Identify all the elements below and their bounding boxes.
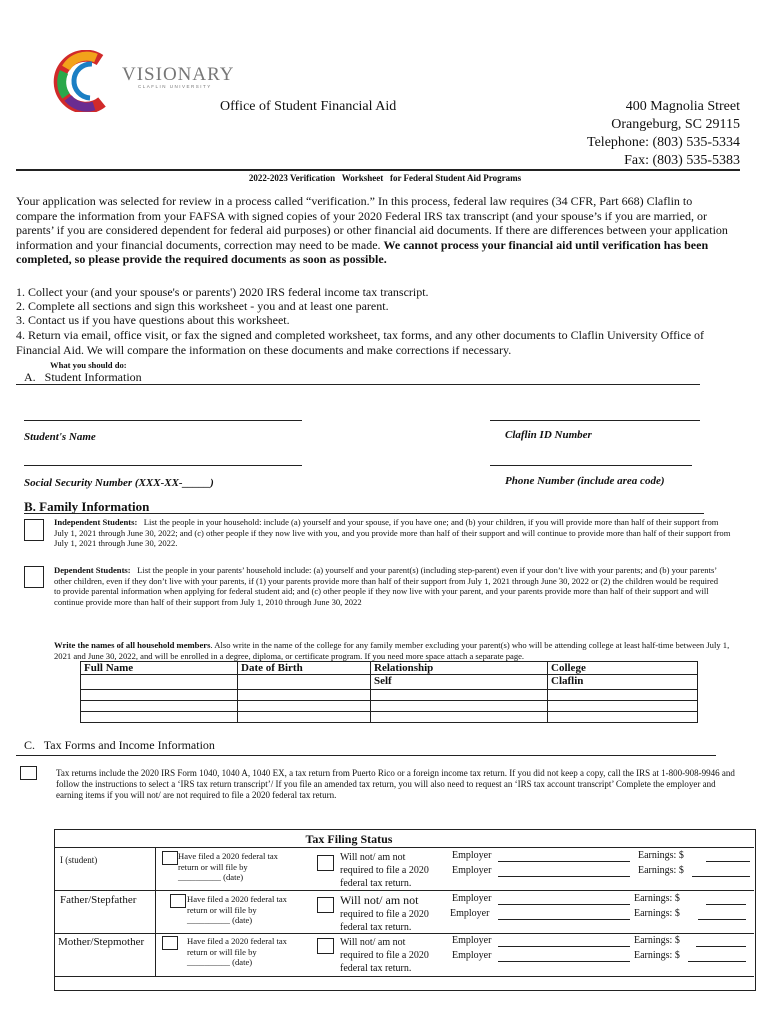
notfile-line-3: federal tax return. bbox=[340, 922, 412, 933]
cell-name[interactable] bbox=[81, 712, 238, 723]
employer-label: Employer bbox=[452, 935, 492, 946]
cell-college[interactable] bbox=[548, 701, 698, 712]
col-full-name: Full Name bbox=[81, 662, 238, 675]
filed-line-2: return or will file by bbox=[187, 904, 257, 915]
notfile-text-father bbox=[340, 894, 450, 934]
notfile-line-3: federal tax return. bbox=[340, 963, 412, 974]
household-table bbox=[80, 661, 698, 723]
cell-name[interactable] bbox=[81, 701, 238, 712]
earnings-label: Earnings: $ bbox=[634, 908, 680, 919]
employer-field[interactable] bbox=[498, 904, 630, 905]
filed-line-2: return or will file by bbox=[187, 946, 257, 957]
row-who-student: I (student) bbox=[60, 855, 98, 865]
claflin-logo bbox=[52, 50, 235, 110]
independent-paragraph bbox=[54, 517, 734, 549]
filed-line-1: Have filed a 2020 federal tax bbox=[187, 894, 287, 904]
notfile-line-2: required to file a 2020 bbox=[340, 865, 429, 876]
employer-field[interactable] bbox=[498, 961, 630, 962]
col-college: College bbox=[548, 662, 698, 675]
intro-bold-text: We cannot process your financial aid until verification has been completed, so please provide the required documents as soon as possible. bbox=[16, 237, 709, 267]
tax-table-rule bbox=[54, 976, 754, 977]
tax-forms-paragraph: Tax returns include the 2020 IRS Form 1040, 1040 A, 1040 EX, a tax return from Puerto Rico or a foreign income tax return. If you did not keep a copy, call the IRS at 1-800-908-9946 and follow the instructions to select a ‘IRS tax return transcript’/ If you file an amended tax return, you will also need to request an ‘IRS tax account transcript’ Complete the employer and earning items if you will not/ are not required to file a 2020 federal tax return. bbox=[56, 768, 735, 800]
fax: Fax: (803) 535-5383 bbox=[624, 153, 740, 168]
filed-line-3: __________ (date) bbox=[178, 872, 244, 883]
notfile-text-mother bbox=[340, 936, 450, 975]
address-city: Orangeburg, SC 29115 bbox=[611, 117, 740, 132]
tax-filing-title: Tax Filing Status bbox=[305, 832, 393, 846]
filed-text-father bbox=[187, 894, 317, 926]
employer-label: Employer bbox=[452, 865, 492, 876]
tax-table-rule bbox=[54, 890, 754, 891]
step-3: 3. Contact us if you have questions about this worksheet. bbox=[16, 313, 290, 327]
dependent-text: List the people in your parents’ household include: (a) yourself and your parent(s) (including step-parent) even if your don’t live with your parents; and (b) your parents’ other children, even if they don’t live with your parents, if (1) your parents provide more than half of their support from July 1, 2021 through June 30, 2022 or (2) the children would be required to provide parental information when applying for federal student aid; and (c) other people if they now live with your parent, and your parents provide more than half of their support and will continue provide more than half of their support from July 1, 2010 through June 30, 2022 bbox=[54, 565, 719, 607]
cell-relationship[interactable] bbox=[371, 701, 548, 712]
cell-name[interactable] bbox=[81, 690, 238, 701]
intro-text: Your application was selected for review in a process called “verification.” In this process, federal law requires (34 CFR, Part 668) Claflin to compare the information from your FAFSA with signed copies of your 2020 Federal IRS tax transcript (and your spouse’s if you are married, or parents’ if you are considered dependent for federal aid purposes) or other financial aid documents. If there are differences between your application information and your financial documents, correction may need to be made. bbox=[16, 194, 728, 252]
filed-checkbox-student[interactable] bbox=[162, 851, 178, 865]
phone-label: Phone Number (include area code) bbox=[505, 475, 665, 487]
employer-field[interactable] bbox=[498, 946, 630, 947]
notfile-checkbox-student[interactable] bbox=[317, 855, 334, 871]
employer-field[interactable] bbox=[498, 919, 630, 920]
household-table-header bbox=[81, 662, 698, 675]
employer-field[interactable] bbox=[498, 861, 630, 862]
filed-line-1: Have filed a 2020 federal tax bbox=[178, 851, 278, 861]
notfile-checkbox-father[interactable] bbox=[317, 897, 334, 913]
worksheet-title: 2022-2023 Verification Worksheet for Federal Student Aid Programs bbox=[248, 173, 522, 183]
visionary-c-logo-icon bbox=[52, 50, 122, 112]
earnings-label: Earnings: $ bbox=[638, 850, 684, 861]
filed-line-3: __________ (date) bbox=[187, 957, 253, 968]
tax-table-col-divider bbox=[155, 847, 156, 976]
household-instructions bbox=[54, 640, 744, 661]
claflin-id-label: Claflin ID Number bbox=[505, 429, 592, 441]
cell-relationship[interactable] bbox=[371, 690, 548, 701]
cell-dob[interactable] bbox=[238, 690, 371, 701]
cell-dob[interactable] bbox=[238, 712, 371, 723]
filed-text-student bbox=[178, 851, 308, 883]
ssn-field[interactable] bbox=[24, 465, 302, 466]
section-c-rule bbox=[16, 755, 716, 756]
tax-forms-checkbox[interactable] bbox=[20, 766, 37, 780]
section-b-rule bbox=[24, 513, 704, 514]
section-b-heading: B. Family Information bbox=[24, 499, 150, 514]
tax-table-rule bbox=[54, 847, 754, 848]
section-a-heading: A. Student Information bbox=[24, 370, 142, 384]
filed-line-1: Have filed a 2020 federal tax bbox=[187, 936, 287, 946]
employer-label: Employer bbox=[452, 950, 492, 961]
earnings-field[interactable] bbox=[706, 861, 750, 862]
filed-checkbox-mother[interactable] bbox=[162, 936, 178, 950]
what-you-should-do: What you should do: bbox=[50, 360, 127, 370]
earnings-label: Earnings: $ bbox=[634, 935, 680, 946]
cell-college[interactable] bbox=[548, 712, 698, 723]
cell-relationship[interactable] bbox=[371, 712, 548, 723]
notfile-line-1: Will not/ am not bbox=[340, 852, 406, 863]
intro-paragraph bbox=[16, 194, 734, 267]
earnings-label: Earnings: $ bbox=[638, 865, 684, 876]
cell-college-claflin: Claflin bbox=[548, 675, 698, 690]
employer-label: Employer bbox=[450, 908, 490, 919]
household-instructions-text: . Also write in the name of the college for any family member excluding your parent(s) who will be attending college at least half-time between July 1, 2021 and June 30, 2022, and will be enrolled in a degree, diploma, or certificate program. If you need more space attach a separate page. bbox=[54, 640, 730, 661]
earnings-field[interactable] bbox=[696, 946, 746, 947]
cell-dob[interactable] bbox=[238, 675, 371, 690]
cell-dob[interactable] bbox=[238, 701, 371, 712]
earnings-label: Earnings: $ bbox=[634, 893, 680, 904]
earnings-field[interactable] bbox=[698, 919, 746, 920]
cell-relationship-self: Self bbox=[371, 675, 548, 690]
claflin-id-field[interactable] bbox=[490, 420, 700, 421]
notfile-line-2: required to file a 2020 bbox=[340, 950, 429, 961]
logo-subtitle: CLAFLIN UNIVERSITY bbox=[138, 84, 212, 89]
col-relationship: Relationship bbox=[371, 662, 548, 675]
notfile-checkbox-mother[interactable] bbox=[317, 938, 334, 954]
student-name-field[interactable] bbox=[24, 420, 302, 421]
section-a-rule bbox=[16, 384, 700, 385]
student-name-label: Student's Name bbox=[24, 431, 96, 443]
filed-line-3: __________ (date) bbox=[187, 915, 253, 926]
household-instructions-label: Write the names of all household members bbox=[54, 640, 211, 650]
section-c-heading: C. Tax Forms and Income Information bbox=[24, 738, 215, 752]
ssn-label: Social Security Number (XXX-XX-_____) bbox=[24, 477, 214, 489]
notfile-text-student bbox=[340, 851, 450, 890]
cell-college[interactable] bbox=[548, 690, 698, 701]
telephone: Telephone: (803) 535-5334 bbox=[587, 135, 740, 150]
notfile-line-3: federal tax return. bbox=[340, 878, 412, 889]
phone-field[interactable] bbox=[490, 465, 692, 466]
table-row bbox=[81, 701, 698, 712]
step-4: 4. Return via email, office visit, or fax the signed and completed worksheet, tax forms, and any other documents to Claflin University Office of Financial Aid. We will compare the information on these documents and make corrections if necessary. bbox=[16, 328, 705, 357]
office-name: Office of Student Financial Aid bbox=[220, 99, 397, 114]
independent-text: List the people in your household: include (a) yourself and your spouse, if you have one; and (b) your children, if you will provide more than half of their support from July 1, 2021 through June 30, 2022; and (c) other people if they now live with you, and you provide more than half of their support and will continue to provide more than half of their support from July 1, 2021 through June 30, 2022. bbox=[54, 517, 731, 549]
dependent-label: Dependent Students: bbox=[54, 565, 131, 575]
filed-line-2: return or will file by bbox=[178, 861, 248, 872]
employer-label: Employer bbox=[452, 850, 492, 861]
step-2: 2. Complete all sections and sign this worksheet - you and at least one parent. bbox=[16, 299, 389, 313]
row-who-father: Father/Stepfather bbox=[60, 894, 137, 906]
cell-name[interactable] bbox=[81, 675, 238, 690]
logo-wordmark: VISIONARY bbox=[122, 64, 235, 85]
row-who-mother: Mother/Stepmother bbox=[58, 936, 145, 948]
col-date-of-birth: Date of Birth bbox=[238, 662, 371, 675]
earnings-field[interactable] bbox=[692, 876, 750, 877]
employer-label: Employer bbox=[452, 893, 492, 904]
dependent-checkbox[interactable] bbox=[24, 566, 44, 588]
earnings-field[interactable] bbox=[706, 904, 746, 905]
table-row bbox=[81, 712, 698, 723]
employer-field[interactable] bbox=[498, 876, 630, 877]
filed-checkbox-father[interactable] bbox=[170, 894, 186, 908]
notfile-line-1: Will not/ am not bbox=[340, 893, 419, 907]
filed-text-mother bbox=[187, 936, 317, 968]
table-row bbox=[81, 675, 698, 690]
earnings-label: Earnings: $ bbox=[634, 950, 680, 961]
table-row bbox=[81, 690, 698, 701]
independent-label: Independent Students: bbox=[54, 517, 138, 527]
dependent-paragraph bbox=[54, 565, 719, 607]
notfile-line-1: Will not/ am not bbox=[340, 937, 406, 948]
notfile-line-2: required to file a 2020 bbox=[340, 909, 429, 920]
earnings-field[interactable] bbox=[688, 961, 746, 962]
step-1: 1. Collect your (and your spouse's or parents') 2020 IRS federal income tax transcript. bbox=[16, 285, 429, 299]
address-street: 400 Magnolia Street bbox=[625, 99, 740, 114]
independent-checkbox[interactable] bbox=[24, 519, 44, 541]
